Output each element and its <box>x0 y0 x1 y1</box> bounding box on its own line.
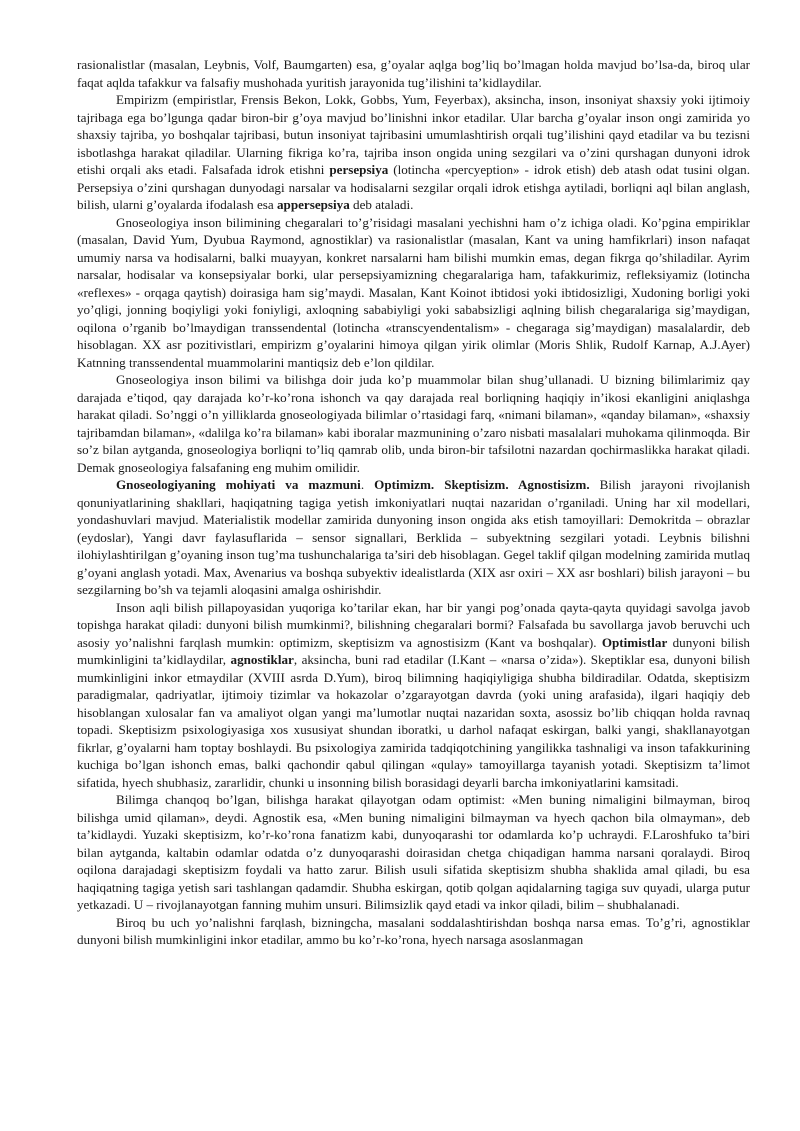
heading-separator: . <box>360 477 375 492</box>
term-appersepsiya: appersepsiya <box>276 197 350 212</box>
term-optimistlar: Optimistlar <box>601 634 668 650</box>
paragraph-6-text-a: Inson aqli bilish pillapoyasidan yuqoriga ko’tarilar ekan, har bir yangi pog’onada qayta-qayta quyidagi savolga javob topishga harakat qiladi: dunyoni bilish mumkinmi?, bilishning chegaralari bormi? Falsafada bu savollarga javob beruvchi uch asosiy yo’nalishni farqlash mumkin: optimizm, skeptisizm va agnostisizm (Kant va boshqalar). <box>77 599 750 650</box>
section-heading-optimizm: Optimizm. Skeptisizm. Agnostisizm. <box>374 477 590 492</box>
paragraph-4: Gnoseologiya inson bilimi va bilishga doir juda ko’p muammolar bilan shug’ullanadi. U bizning bilimlarimiz qay darajada e’tiqod, qay darajada ko’r-ko’rona ishonch va qay darajada real borliqning haqiqiy in’ikosi ekanligini aniqlashga harakat qiladi. So’nggi o’n yilliklarda gnoseologiyada bilimlar o’rtasidagi farq, «nimani bilaman», «qanday bilaman», «shaxsiy tajribamdan bilaman», «dalilga ko’ra bilaman» kabi iboralar mazmunining o’zaro nisbati masalalari muhokama qilinmoqda. Bir so’z bilan aytganda, gnoseologiya borliqni to’liq qamrab olib, unda biron-bir tafsilotni nazardan qochirmaslikka harakat qiladi. Demak gnoseologiya falsafaning eng muhim omilidir. <box>77 372 750 475</box>
paragraph-2-text-c: (lotincha «percyeption» - idrok etish) deb atash odat tusini olgan. Persepsiya o’zini qurshagan dunyodagi narsalar va hodisalarni sezgilar orqali idrok etishga aytiladi, borliqni aql bilan anglash, bilish, ularni g’oyalarda ifodalash esa <box>77 162 750 212</box>
paragraph-6-text-d: , aksincha, buni rad etadilar (I.Kant – «narsa o’zida»). Skeptiklar esa, dunyoni bilish mumkinligini inkor etmaydilar (XVIII asrda D.Yum), biroq bilimning haqiqiyligiga shubha bildiradilar. Odatda, skeptisizm paradigmalar, qadriyatlar, ijtimoiy tizimlar va hokazolar o’zgarayotgan davrda (yoki uning arafasida), ilgari haqiqiy deb hisoblangan xulosalar fan va amaliyot olgan yangi ma’lumotlar nuqtai nazaridan soxta, asossiz bo’lib chiqqan holda ravnaq topadi. Skeptisizm psixologiyasiga xos xususiyat shundan iboratki, u darhol nafaqat eskirgan, balki yangi, shakllanayotgan fikrlar, g’oyalarni ham toptay boshlaydi. Bu psixologiya zamirida tadqiqotchining yangilikka tashnaligi va inson tafakkurining kuchiga bo’lgan ishonch emas, balki qachondir qabul qilingan «qulay» tamoyillarga tayanish yotadi. Skeptisizm ta’limot sifatida, hyech shubhasiz, zararlidir, chunki u insonning bilish borasidagi deyarli barcha imkoniyatlarini kamsitadi. <box>77 652 750 790</box>
paragraph-2-text-d: deb ataladi. <box>349 197 414 212</box>
paragraph-6-text-c: dunyoni bilish mumkinligini ta’kidlaydilar, <box>77 634 750 667</box>
paragraph-6 <box>77 599 750 792</box>
paragraph-8: Biroq bu uch yo’nalishni farqlash, bizningcha, masalani soddalashtirishdan boshqa narsa emas. To’g’ri, agnostiklar dunyoni bilish mumkinligini inkor etadilar, ammo bu ko’r-ko’rona, hyech narsaga asoslanmagan <box>77 914 750 947</box>
paragraph-2 <box>77 91 750 214</box>
paragraph-7: Bilimga chanqoq bo’lgan, bilishga harakat qilayotgan odam optimist: «Men buning nimaligini bilmayman, biroq bilishga umid qilaman», deydi. Agnostik esa, «Men buning nimaligini bilmayman va hyech qachon bila olmayman», deb ta’kidlaydi. Yuzaki skeptisizm, ko’r-ko’rona fanatizm kabi, dunyoqarashi tor odamlarda ko’p uchraydi. F.Laroshfuko ta’biri bilan aytganda, kaltabin odamlar odatda o’z dunyoqarashi doirasidan chetga chiqadigan hamma narsani qoralaydi. Biroq oqilona darajadagi skeptisizm foydali va hatto zarur. Bilish usuli sifatida skeptisizm shubha shaklida amal qiladi, bu esa haqiqatning tagiga yetish sari tashlangan qadamdir. Shubha eskirgan, qotib qolgan aqidalarning tagiga suv quyadi, ularga putur yetkazadi. U – rivojlanayotgan fanning muhim unsuri. Bilimsizlik qayd etadi va inkor qiladi, bilim – shubhalanadi. <box>77 792 750 912</box>
paragraph-3: Gnoseologiya inson bilimining chegaralari to’g’risidagi masalani yechishni ham o’z ichiga oladi. Ko’pgina empiriklar (masalan, David Yum, Dyubua Raymond, agnostiklar) va rasionalistlar (masalan, Kant va uning hamfikrlari) inson nafaqat umumiy narsa va hodisalarni, balki muayyan, konkret narsalarni ham bilishi mumkin emas, degan fikrga qo’shiladilar. Ayrim narsalar, hodisalar va konsepsiyalar borki, ular persepsiyamizning chegaralariga ham, tafakkurimiz, refleksiyamiz (lotincha «reflexes» - orqaga qaytish) doirasiga ham sig’maydi. Masalan, Kant Koinot ibtidosi yoki ibtidosizligi, Xudoning borligi yoki yo’qligi, jonning boqiyligi yoki foniyligi, axloqning sababiyligi yoki sababsizligi aqlning bilish chegaralariga sig’maydigan, oqilona o’rganib bo’lmaydigan transsendental (lotincha «transcyendentalism» - chegaraga sig’maydigan) masalalardir, deb hisoblagan. XX asr pozitivistlari, empirizm g’oyalarini himoya qilgan yirik olimlar (Moris Shlik, Rudolf Karnap, A.J.Ayer) Katnning transsendental muammolarini mantiqsiz deb e’lon qildilar. <box>77 214 750 370</box>
term-persepsiya: persepsiya <box>329 162 389 177</box>
section-heading-gnoseologiya: Gnoseologiyaning mohiyati va mazmuni <box>116 477 361 492</box>
paragraph-1: rasionalistlar (masalan, Leybnis, Volf, Baumgarten) esa, g’oyalar aqlga bog’liq bo’lmagan holda mavjud bo’lsa-da, biroq ular faqat aqlda tafakkur va falsafiy mushohada yuritish jarayonida tug’ilishini ta’kidlaydilar. <box>77 57 750 90</box>
paragraph-5 <box>77 476 750 599</box>
term-agnostiklar: agnostiklar <box>230 652 294 667</box>
paragraph-2-text-a: Empirizm (empiristlar, Frensis Bekon, Lokk, Gobbs, Yum, Feyerbax), aksincha, inson, insoniyat shaxsiy yoki ijtimoiy tajribaga ega bo’lgunga qadar biron-bir g’oya mavjud bo’linishni inkor etadilar. Ular barcha g’oyalar inson ongi zamirida yo shaxsiy tajriba, yo boshqalar tajribasi, butun insoniyat tajribasini umumlashtirish orqali tug’ilishini qayd etadilar va bu tezisni isbotlashga harakat qiladilar. Ularning fikriga ko’ra, tajriba inson ongida uning sezgilari va o’zini qurshagan dunyoni idrok etishi orqali aks etadi. Falsafada idrok etishni <box>77 92 750 177</box>
paragraph-5-text: Bilish jarayoni rivojlanish qonuniyatlarining shakllari, haqiqatning tagiga yetish imkoniyatlari nuqtai nazaridan o’rganiladi. Uning har xil modellari, yondashuvlari mavjud. Materialistik modellar zamirida dunyoning inson ongida aks etish tamoyillari: Demokritda – obrazlar (eydoslar), Yangi davr faylasuflarida – sensor signallari, Berklida – subyektning sezgilari yotadi. Leybnis bilishni ilohiylashtirilgan g’oyaning inson tug’ma tushunchalariga ta’siri deb hisoblagan. Gegel taklif qilgan modelning zamirida mutlaq g’oyani anglash yotadi. Max, Avenarius va boshqa subyektiv idealistlarda (XIX asr oxiri – XX asr boshlari) bilish jarayoni – bu sezgilarning bo’sh va tejamli aloqasini amalga oshirishdir. <box>77 477 750 597</box>
